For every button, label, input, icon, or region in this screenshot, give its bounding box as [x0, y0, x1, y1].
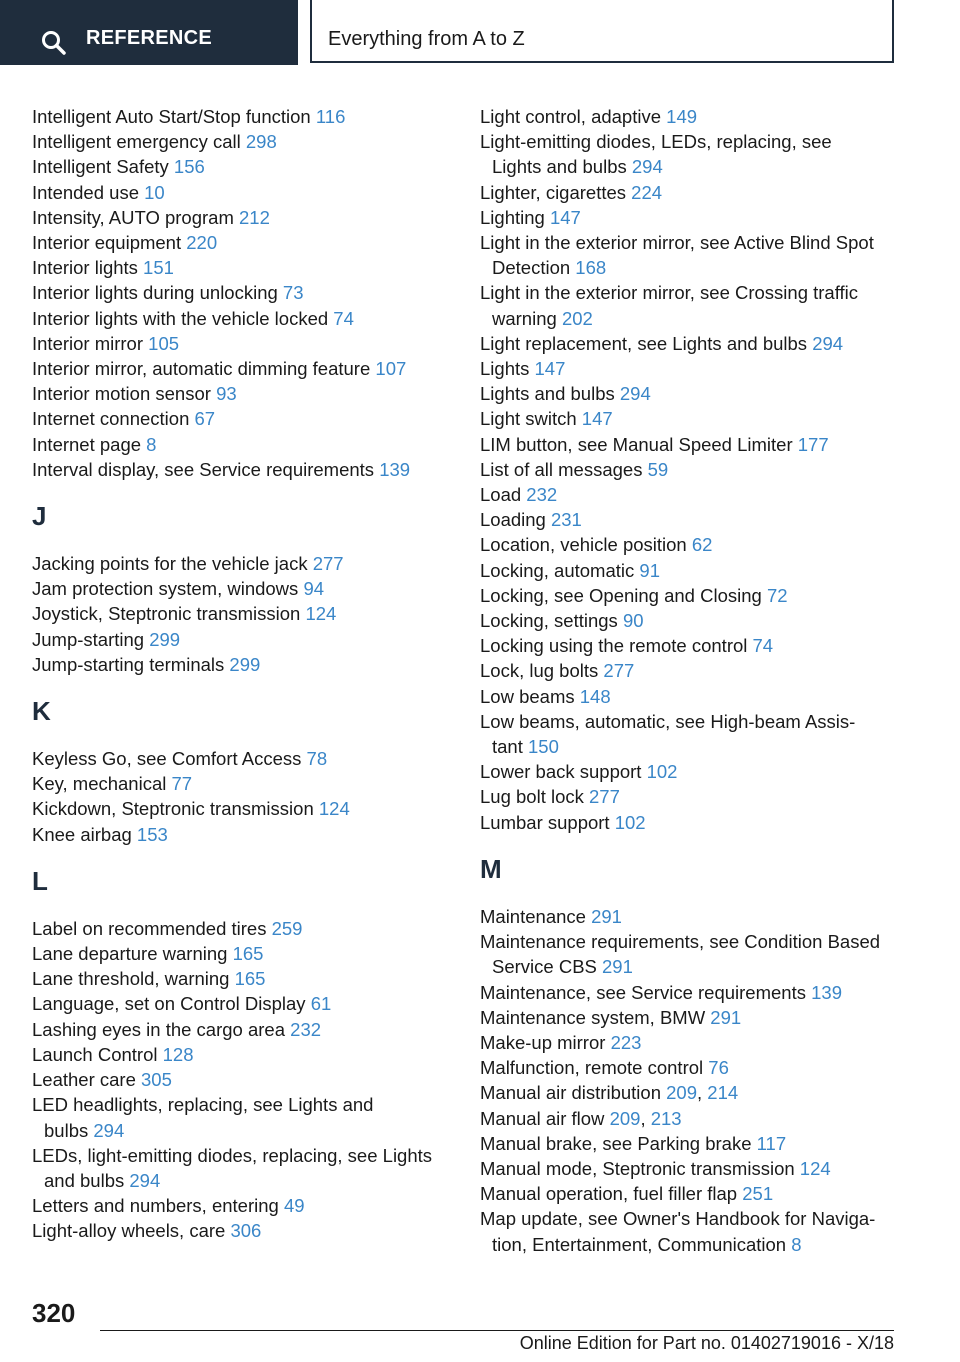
- index-entry-text: Light replacement, see Lights and bulbs: [480, 332, 808, 354]
- index-entry-text: Knee airbag: [32, 823, 132, 845]
- index-entry-text: Lashing eyes in the cargo area: [32, 1018, 286, 1040]
- page-link[interactable]: 294: [812, 332, 844, 354]
- index-entry: [480, 759, 910, 784]
- index-entry: [480, 684, 910, 709]
- page-link[interactable]: 291: [602, 956, 633, 978]
- page-link[interactable]: 77: [171, 773, 193, 795]
- page-link[interactable]: 147: [581, 408, 613, 430]
- page-link[interactable]: 209: [609, 1107, 641, 1129]
- index-entry: [32, 180, 462, 205]
- index-entry-text: Make-up mirror: [480, 1031, 606, 1053]
- index-entry-text: Manual air flow: [480, 1107, 605, 1129]
- index-entry-text: Lower back support: [480, 761, 642, 783]
- index-entry-text: Low beams: [480, 685, 575, 707]
- index-entry-text: Low beams, automatic, see High-beam Assis-: [480, 710, 856, 732]
- page-link[interactable]: 59: [647, 458, 669, 480]
- page-link[interactable]: 78: [306, 748, 328, 770]
- page-link[interactable]: 76: [708, 1057, 729, 1079]
- index-entry: [480, 381, 910, 406]
- index-entry-text: Detection: [492, 257, 571, 279]
- index-entry-text: Jacking points for the vehicle jack: [32, 553, 308, 575]
- index-entry-text: warning: [492, 307, 557, 329]
- index-entry: [480, 205, 910, 230]
- index-letter-heading: L: [32, 865, 48, 896]
- page-link[interactable]: 232: [290, 1018, 322, 1040]
- index-entry-text: Lane threshold, warning: [32, 968, 230, 990]
- index-entry-text: Locking using the remote control: [480, 635, 748, 657]
- page-link[interactable]: 128: [162, 1043, 194, 1065]
- page-link[interactable]: 168: [575, 257, 607, 279]
- page-link[interactable]: 102: [614, 811, 646, 833]
- page-link[interactable]: 61: [310, 993, 332, 1015]
- index-entry-text: Intended use: [32, 181, 139, 203]
- page-link[interactable]: 102: [646, 761, 678, 783]
- page-link[interactable]: 150: [528, 736, 559, 758]
- index-entry: [32, 255, 462, 280]
- index-entry: [480, 583, 910, 608]
- index-entry: [32, 129, 462, 154]
- page-link[interactable]: 294: [619, 383, 651, 405]
- index-entry: [480, 810, 910, 835]
- index-entry-text: Maintenance: [480, 905, 586, 927]
- index-entry-text: tion, Entertainment, Communication: [492, 1233, 787, 1255]
- index-entry: [480, 280, 910, 330]
- page-link[interactable]: 291: [710, 1006, 742, 1028]
- index-entry: [32, 941, 462, 966]
- index-entry: [480, 432, 910, 457]
- index-entry: Manual air flow 209, 213: [480, 1107, 682, 1129]
- page-link[interactable]: 156: [173, 156, 205, 178]
- index-entry: [32, 746, 462, 771]
- index-entry-text: Locking, settings: [480, 610, 618, 632]
- page-link[interactable]: 105: [148, 332, 180, 354]
- index-entry-text: Label on recommended tires: [32, 917, 267, 939]
- index-entry-text: Interior mirror, automatic dimming feature: [32, 358, 371, 380]
- index-entry: [32, 1042, 462, 1067]
- index-entry: [32, 306, 462, 331]
- section-label: REFERENCE: [86, 27, 213, 49]
- page-link[interactable]: 62: [691, 534, 713, 556]
- index-entry-text: Interior lights during unlocking: [32, 282, 278, 304]
- index-entry-text: Locking, see Opening and Closing: [480, 584, 762, 606]
- index-entry: [32, 576, 462, 601]
- page-link[interactable]: 213: [650, 1107, 682, 1129]
- page-link[interactable]: 73: [282, 282, 304, 304]
- index-entry-text: LIM button, see Manual Speed Limiter: [480, 433, 793, 455]
- index-entry-text: Lane departure warning: [32, 943, 228, 965]
- index-entry-text: Keyless Go, see Comfort Access: [32, 748, 302, 770]
- index-entry-text: Interior mirror: [32, 332, 144, 354]
- index-entry: [32, 916, 462, 941]
- index-entry-text: Malfunction, remote control: [480, 1057, 704, 1079]
- page-link[interactable]: 93: [216, 383, 237, 405]
- index-entry: [32, 551, 462, 576]
- page-link[interactable]: 67: [194, 408, 216, 430]
- index-entry: [32, 406, 462, 431]
- index-letter-heading: J: [32, 501, 47, 532]
- index-entry: Manual air distribution 209, 214: [480, 1082, 739, 1104]
- edition-note: Online Edition for Part no. 01402719016 - X/18: [519, 1333, 894, 1353]
- index-entry: [480, 980, 910, 1005]
- index-entry-text: Loading: [480, 509, 546, 531]
- index-entry-text: Joystick, Steptronic transmission: [32, 603, 301, 625]
- index-entry: [480, 230, 910, 280]
- index-entry-text: Lumbar support: [480, 811, 610, 833]
- index-entry: [480, 558, 910, 583]
- index-entry: [32, 1143, 462, 1193]
- index-entry-text: Light switch: [480, 408, 577, 430]
- page-link[interactable]: 209: [666, 1082, 697, 1104]
- index-entry: [32, 652, 462, 677]
- index-entry-text: Locking, automatic: [480, 559, 635, 581]
- index-entry-text: Interval display, see Service requirements: [32, 458, 375, 480]
- index-entry: [32, 822, 462, 847]
- index-entry: [32, 230, 462, 255]
- index-entry: [32, 432, 462, 457]
- index-entry: [32, 966, 462, 991]
- index-entry-text: Intensity, AUTO program: [32, 206, 234, 228]
- page-number: 320: [32, 1298, 76, 1328]
- index-entry: [480, 457, 910, 482]
- index-entry: [32, 1017, 462, 1042]
- index-entry-text: Lights and bulbs: [480, 383, 615, 405]
- index-entry-text: Interior lights: [32, 257, 138, 279]
- page-link[interactable]: 277: [589, 786, 620, 808]
- index-entry: [480, 482, 910, 507]
- page-link[interactable]: 294: [631, 156, 663, 178]
- index-entry: [480, 406, 910, 431]
- index-entry-text: Load: [480, 484, 522, 506]
- index-entry-text: Light-emitting diodes, LEDs, replacing, see: [480, 131, 832, 153]
- index-entry: [32, 154, 462, 179]
- index-entry: [480, 784, 910, 809]
- page-link[interactable]: 299: [149, 628, 181, 650]
- page-link[interactable]: 74: [333, 307, 354, 329]
- index-entry: [32, 1218, 462, 1243]
- index-entry-text: and bulbs: [44, 1169, 125, 1191]
- page-link[interactable]: 72: [766, 584, 788, 606]
- index-entry: [32, 991, 462, 1016]
- index-entry-text: Interior equipment: [32, 232, 182, 254]
- index-entry-text: Internet connection: [32, 408, 190, 430]
- page-link[interactable]: 202: [561, 307, 593, 329]
- page-link[interactable]: 49: [283, 1195, 305, 1217]
- page-link[interactable]: 294: [129, 1169, 161, 1191]
- index-entry: [480, 1131, 910, 1156]
- page-link[interactable]: 147: [549, 206, 581, 228]
- page-link[interactable]: 232: [526, 484, 558, 506]
- index-entry: [32, 205, 462, 230]
- page-link[interactable]: 291: [591, 905, 622, 927]
- page-link[interactable]: 224: [631, 181, 663, 203]
- index-entry-text: Lug bolt lock: [480, 786, 584, 808]
- page-link[interactable]: 10: [144, 181, 165, 203]
- index-column-right: [480, 104, 910, 1257]
- index-letter-heading: M: [480, 853, 502, 884]
- section-tab[interactable]: [0, 0, 298, 65]
- page-link[interactable]: 220: [186, 232, 218, 254]
- page-link[interactable]: 74: [752, 635, 774, 657]
- index-entry: [32, 1193, 462, 1218]
- page-link[interactable]: 90: [622, 610, 644, 632]
- index-entry-text: Intelligent Safety: [32, 156, 169, 178]
- index-entry-text: LEDs, light-emitting diodes, replacing, see Lights: [32, 1144, 433, 1166]
- index-entry-text: Intelligent emergency call: [32, 131, 241, 153]
- index-entry-text: Service CBS: [492, 956, 597, 978]
- index-entry-text: Internet page: [32, 433, 142, 455]
- index-entry-text: Leather care: [32, 1069, 136, 1091]
- page-link[interactable]: 124: [318, 798, 350, 820]
- index-entry: [480, 104, 910, 129]
- page-link[interactable]: 177: [797, 433, 829, 455]
- index-entry: [32, 771, 462, 796]
- index-entry-text: Manual air distribution: [480, 1082, 661, 1104]
- index-entry: [480, 904, 910, 929]
- index-entry: [480, 929, 910, 979]
- page-link[interactable]: 117: [756, 1132, 787, 1154]
- index-entry: [480, 129, 910, 179]
- index-entry-text: Manual brake, see Parking brake: [480, 1132, 752, 1154]
- index-entry: [32, 601, 462, 626]
- index-entry-text: Lights: [480, 358, 530, 380]
- index-letter-heading: K: [32, 696, 51, 727]
- index-entry: [32, 1092, 462, 1142]
- index-entry-text: Launch Control: [32, 1043, 158, 1065]
- page-link[interactable]: 165: [234, 968, 266, 990]
- index-entry: [480, 1030, 910, 1055]
- page-link[interactable]: 151: [143, 257, 174, 279]
- page-link[interactable]: 91: [639, 559, 660, 581]
- page-link[interactable]: 148: [579, 685, 611, 707]
- index-entry-text: List of all messages: [480, 458, 643, 480]
- index-entry-text: Key, mechanical: [32, 773, 167, 795]
- index-entry-text: Light in the exterior mirror, see Crossing traffic: [480, 282, 859, 304]
- page-link[interactable]: 259: [271, 917, 303, 939]
- index-entry-text: Manual mode, Steptronic transmission: [480, 1157, 795, 1179]
- page-link[interactable]: 165: [232, 943, 264, 965]
- page-link[interactable]: 277: [312, 553, 344, 575]
- index-entry: [480, 633, 910, 658]
- index-entry-text: Jump-starting terminals: [32, 653, 225, 675]
- index-entry-text: Jump-starting: [32, 628, 145, 650]
- page-link[interactable]: 147: [534, 358, 566, 380]
- index-entry-text: Maintenance, see Service requirements: [480, 981, 806, 1003]
- chapter-title: Everything from A to Z: [328, 28, 525, 50]
- index-entry: [480, 1156, 910, 1181]
- index-entry-text: Location, vehicle position: [480, 534, 687, 556]
- index-entry: [32, 796, 462, 821]
- index-entry-text: Intelligent Auto Start/Stop function: [32, 106, 311, 127]
- index-entry: [480, 1181, 910, 1206]
- index-entry: [480, 1206, 910, 1256]
- page-link[interactable]: 153: [136, 823, 168, 845]
- index-entry-text: bulbs: [44, 1119, 89, 1141]
- page-link[interactable]: 294: [93, 1119, 125, 1141]
- index-entry-text: Lighting: [480, 206, 545, 228]
- index-entry-text: LED headlights, replacing, see Lights and: [32, 1094, 374, 1116]
- index-entry: [480, 180, 910, 205]
- page-link[interactable]: 94: [303, 578, 325, 600]
- page-link[interactable]: 8: [146, 433, 157, 455]
- index-entry: [32, 381, 462, 406]
- page-link[interactable]: 149: [666, 106, 698, 127]
- page-link[interactable]: 231: [550, 509, 582, 531]
- index-entry: [480, 658, 910, 683]
- index-entry: [32, 331, 462, 356]
- page-link[interactable]: 8: [791, 1233, 802, 1255]
- index-entry-text: Interior motion sensor: [32, 383, 211, 405]
- page-link[interactable]: 306: [230, 1220, 262, 1242]
- page-link[interactable]: 124: [799, 1157, 831, 1179]
- page-link[interactable]: 299: [229, 653, 261, 675]
- index-entry-text: tant: [492, 736, 523, 758]
- index-entry-text: Lighter, cigarettes: [480, 181, 627, 203]
- index-entry-text: Language, set on Control Display: [32, 993, 306, 1015]
- index-entry-text: Light in the exterior mirror, see Active Blind Spot: [480, 232, 874, 254]
- search-icon: [40, 29, 68, 57]
- index-entry: [32, 280, 462, 305]
- page-link[interactable]: 107: [375, 358, 407, 380]
- page-link[interactable]: 305: [141, 1069, 172, 1091]
- index-entry-text: Light-alloy wheels, care: [32, 1220, 226, 1242]
- index-entry-text: Manual operation, fuel filler flap: [480, 1183, 738, 1205]
- page-link[interactable]: 223: [610, 1031, 642, 1053]
- index-entry: [480, 1055, 910, 1080]
- index-entry-text: Letters and numbers, entering: [32, 1195, 279, 1217]
- index-entry-text: Light control, adaptive: [480, 106, 662, 127]
- index-entry-text: Interior lights with the vehicle locked: [32, 307, 329, 329]
- index-entry: [32, 104, 462, 129]
- page-link[interactable]: 139: [811, 981, 842, 1003]
- index-entry: [480, 1005, 910, 1030]
- index-entry: [480, 331, 910, 356]
- index-entry-text: Jam protection system, windows: [32, 578, 299, 600]
- index-entry: [480, 356, 910, 381]
- index-column-left: [32, 104, 462, 1244]
- index-entry-text: Map update, see Owner's Handbook for Naviga-: [480, 1208, 876, 1230]
- page-link[interactable]: 116: [315, 106, 346, 127]
- chapter-header: [310, 0, 894, 63]
- index-entry: [32, 457, 462, 482]
- index-entry-text: Lock, lug bolts: [480, 660, 599, 682]
- index-entry: [32, 1067, 462, 1092]
- index-entry-text: Lights and bulbs: [492, 156, 627, 178]
- page-link[interactable]: 212: [239, 206, 270, 228]
- footer-divider: [100, 1330, 894, 1331]
- page-link[interactable]: 124: [305, 603, 337, 625]
- page-link[interactable]: 298: [245, 131, 277, 153]
- page-link[interactable]: 277: [603, 660, 635, 682]
- index-entry-text: Maintenance requirements, see Condition Based: [480, 931, 881, 953]
- index-entry: [480, 507, 910, 532]
- page-link[interactable]: 139: [379, 458, 411, 480]
- index-entry: [480, 709, 910, 759]
- index-entry: [32, 627, 462, 652]
- index-entry: [32, 356, 462, 381]
- index-entry-text: Maintenance system, BMW: [480, 1006, 706, 1028]
- index-entry-text: Kickdown, Steptronic transmission: [32, 798, 314, 820]
- index-entry: [480, 608, 910, 633]
- index-entry: [480, 532, 910, 557]
- page-link[interactable]: 251: [742, 1183, 774, 1205]
- page-link[interactable]: 214: [707, 1082, 739, 1104]
